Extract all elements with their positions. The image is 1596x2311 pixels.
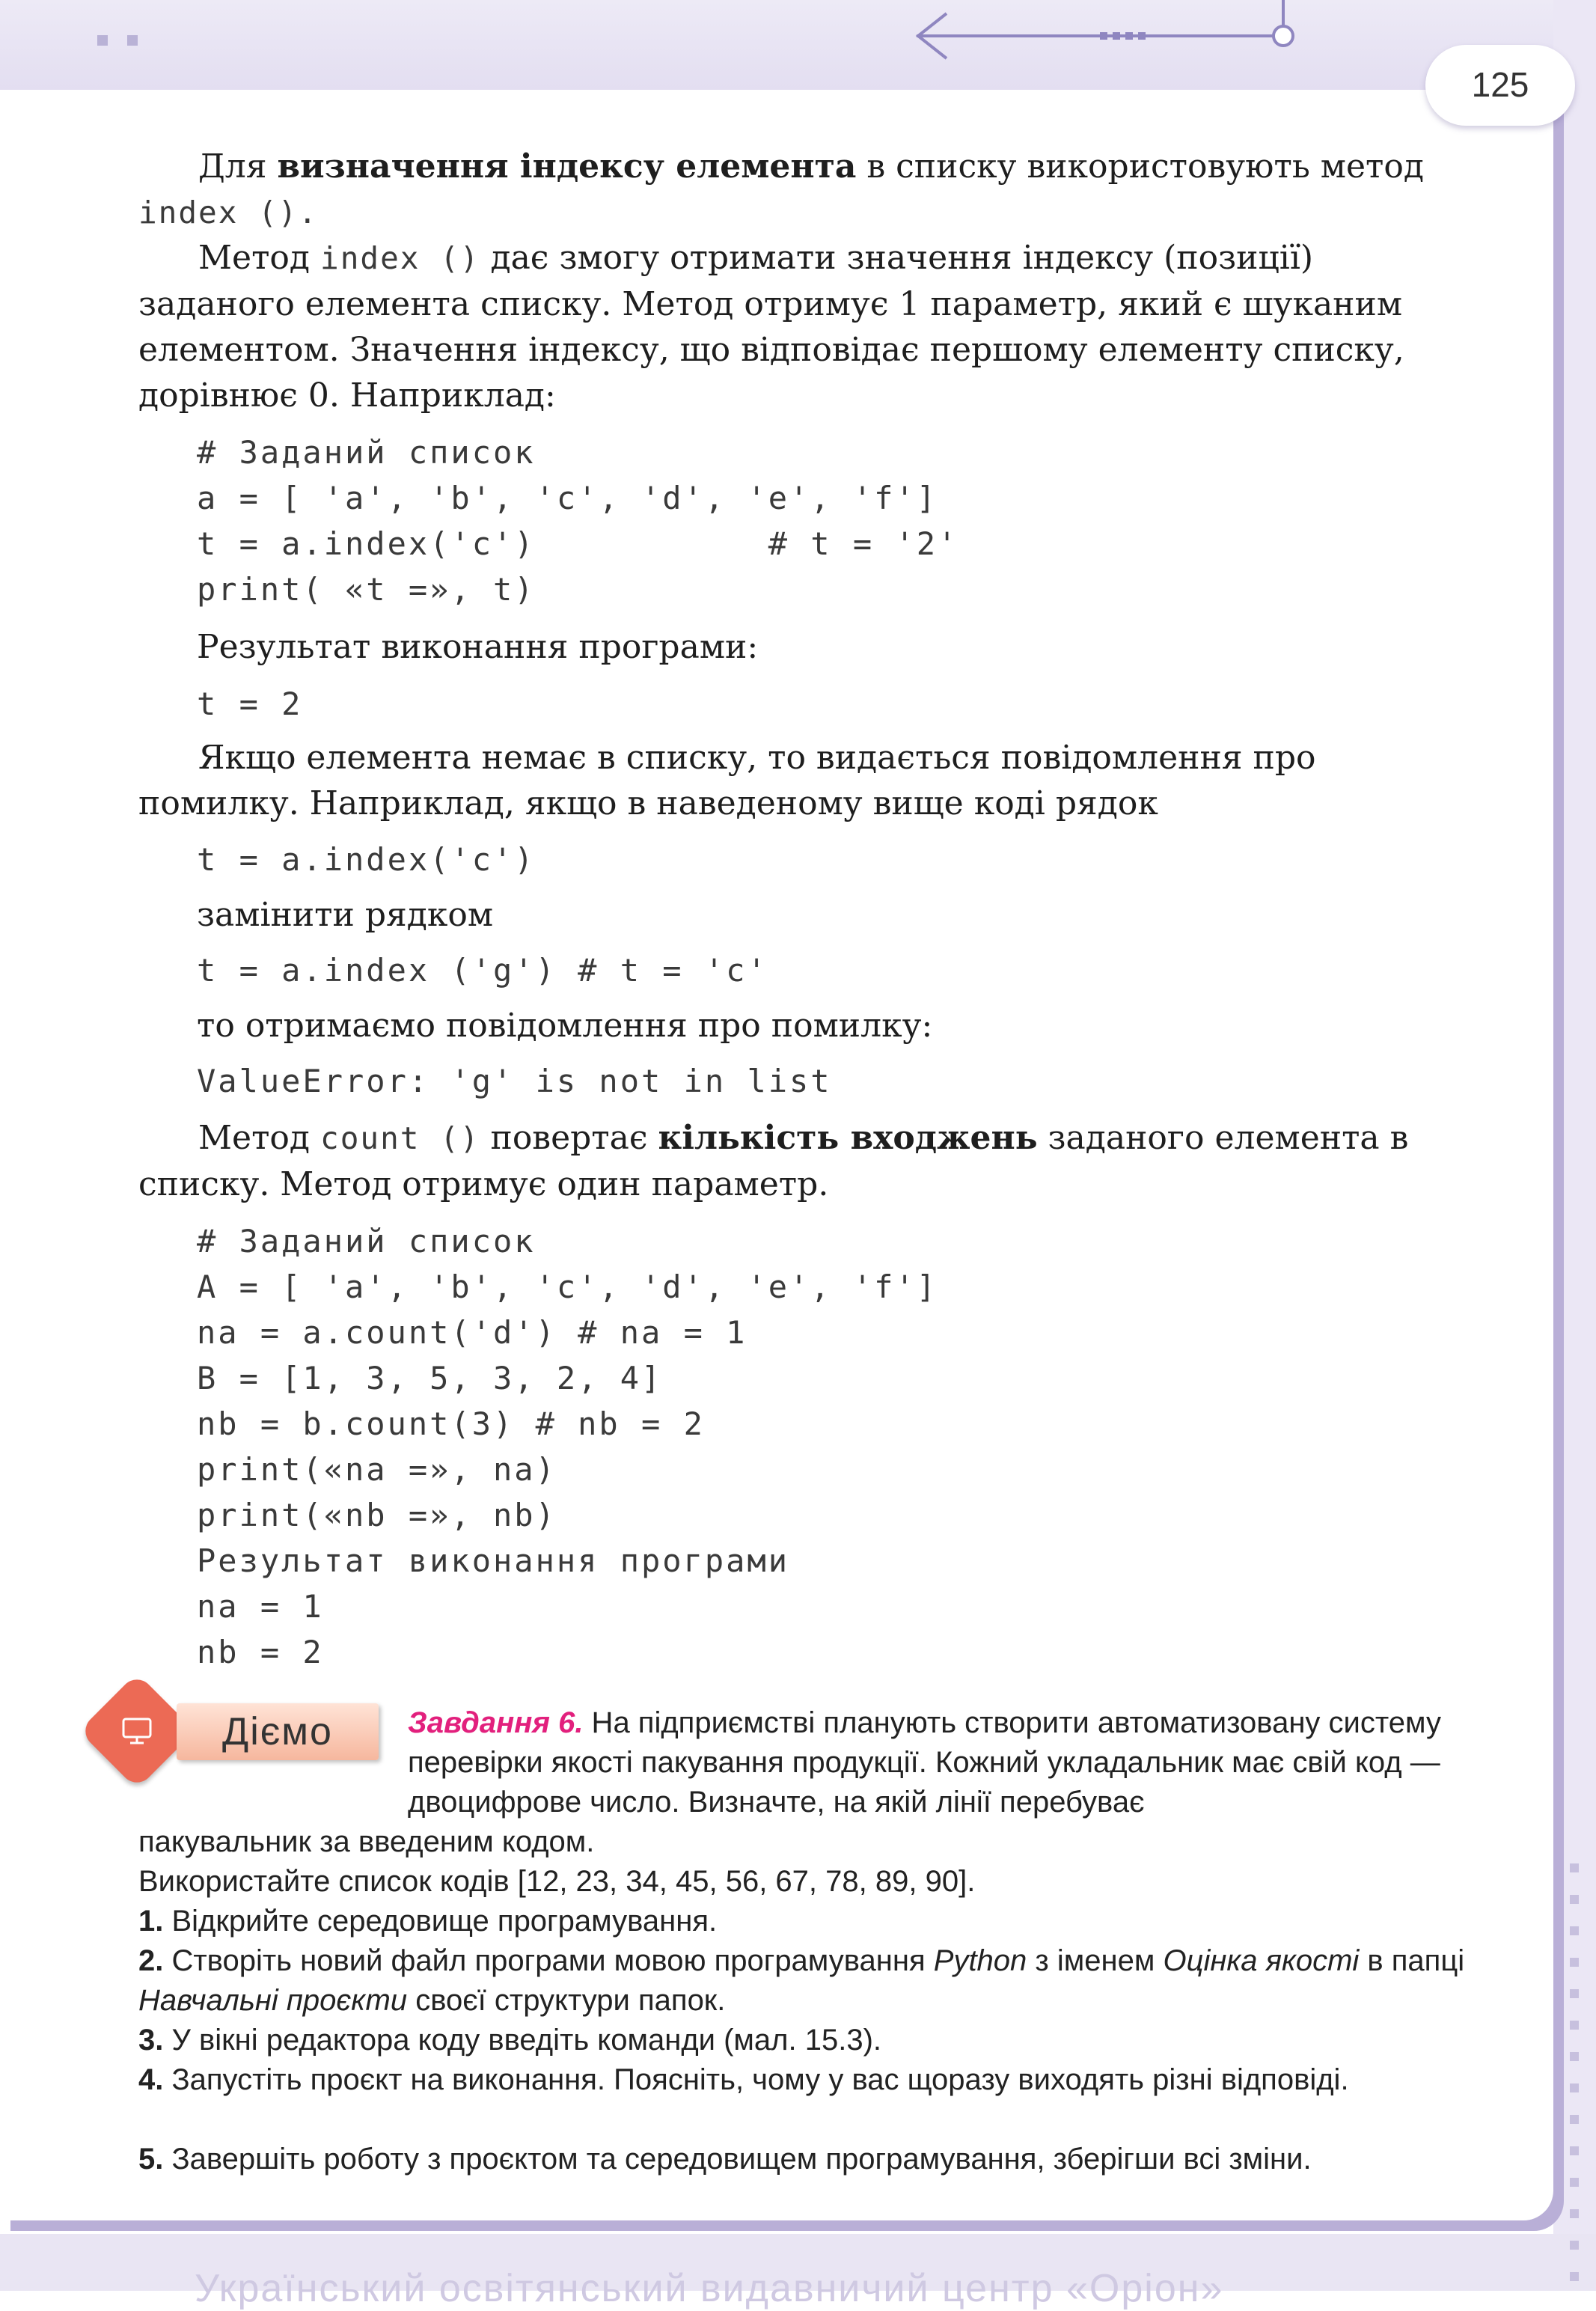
- inline-code: index (): [320, 240, 480, 276]
- diemo-badge: [88, 1682, 388, 1780]
- task-step-2: 2. Створіть новий файл програми мовою програмування Python з іменем Оцінка якості в папці Навчальні проєкти своєї структури папок.: [138, 1944, 1465, 2017]
- code-line: print( «t =», t): [197, 571, 536, 608]
- badge-label: Діємо: [222, 1710, 333, 1753]
- code-line: # Заданий список: [197, 1223, 536, 1260]
- task-step-5: 5. Завершіть роботу з проєктом та середовищем програмування, зберігши всі зміни.: [138, 2143, 1312, 2176]
- bold-term: кількість входжень: [658, 1119, 1038, 1157]
- code-line: print(«na =», na): [197, 1451, 557, 1488]
- publisher-footer: Український освітянський видавничий центр «Оріон»: [195, 2267, 1224, 2310]
- page-number: 125: [1471, 65, 1529, 104]
- code-line: # Заданий список: [197, 434, 536, 471]
- inline-code: count (): [320, 1120, 480, 1156]
- task-step-3: 3. У вікні редактора коду введіть команди (мал. 15.3).: [138, 2024, 882, 2057]
- code-block-index: [197, 430, 958, 612]
- side-dots: [1570, 1863, 1579, 2304]
- arrow-decoration: [909, 0, 1306, 60]
- replace-label: замінити рядком: [197, 896, 494, 934]
- code-line: B = [1, 3, 5, 3, 2, 4]: [197, 1360, 663, 1396]
- task-step-4: 4. Запустіть проєкт на виконання. Поясніть, чому у вас щоразу виходять різні відповіді.: [138, 2063, 1349, 2096]
- paragraph-index-intro: Для визначення індексу елемента в списку використовують метод index ().: [138, 147, 1424, 231]
- task-text-wrapped: На підприємстві планують створити автоматизовану систему перевірки якості пакування продукції. Кожний укладальник має свій код — двоцифрове число. Визначте, на якій лінії перебуває: [408, 1706, 1441, 1819]
- code-line: nb = 2: [197, 1634, 324, 1670]
- code-line: print(«nb =», nb): [197, 1497, 557, 1533]
- result-label: Результат виконання програми:: [197, 628, 759, 666]
- code-line: A = [ 'a', 'b', 'c', 'd', 'e', 'f']: [197, 1269, 938, 1305]
- task-title: Завдання 6.: [408, 1706, 584, 1739]
- task-text-continued: пакувальник за введеним кодом.: [138, 1825, 595, 1858]
- code-line: na = a.count('d') # na = 1: [197, 1314, 747, 1351]
- monitor-icon: [121, 1715, 153, 1747]
- code-block-count: [197, 1218, 938, 1675]
- task-step-1: 1. Відкрийте середовище програмування.: [138, 1905, 718, 1938]
- error-label: то отримаємо повідомлення про помилку:: [197, 1007, 933, 1045]
- error-output: ValueError: 'g' is not in list: [197, 1063, 832, 1099]
- code-line: Результат виконання програми: [197, 1542, 790, 1579]
- code-line-original: t = a.index('c'): [197, 841, 536, 878]
- code-line: a = [ 'a', 'b', 'c', 'd', 'e', 'f']: [197, 480, 938, 516]
- code-line: nb = b.count(3) # nb = 2: [197, 1405, 705, 1442]
- top-band: [0, 0, 1596, 90]
- task-intro: [408, 1703, 1470, 1822]
- paragraph-index-method: Метод index () дає змогу отримати значення індексу (позиції) заданого елемента списку. Метод отримує 1 параметр, який є шуканим елементом. Значення індексу, що відповідає першому елементу списку, дорівнює 0. Наприклад:: [138, 239, 1404, 415]
- decor-dots: [97, 34, 157, 49]
- result-output: t = 2: [197, 686, 303, 722]
- inline-code: index ().: [138, 195, 319, 231]
- paragraph-count-method: Метод count () повертає кількість входжень заданого елемента в списку. Метод отримує один параметр.: [138, 1119, 1409, 1203]
- task-codes-list: Використайте список кодів [12, 23, 34, 45, 56, 67, 78, 89, 90].: [138, 1865, 976, 1898]
- code-line-replacement: t = a.index ('g') # t = 'c': [197, 952, 768, 989]
- paragraph-missing-element: Якщо елемента немає в списку, то видається повідомлення про помилку. Наприклад, якщо в наведеному вище коді рядок: [138, 739, 1316, 822]
- bold-term: визначення індексу елемента: [277, 147, 857, 186]
- code-line: t = a.index('c') # t = '2': [197, 525, 959, 562]
- code-line: na = 1: [197, 1588, 324, 1625]
